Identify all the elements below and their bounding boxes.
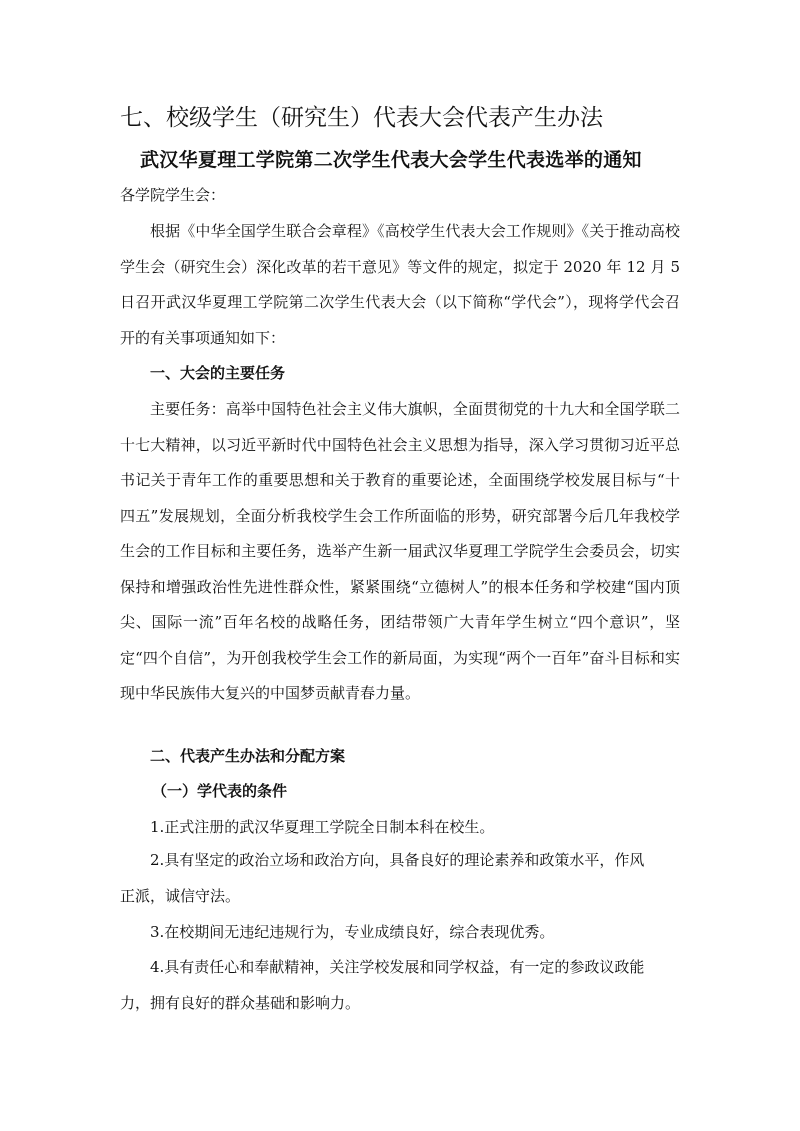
condition-item-4-line-1: 4.具有责任心和奉献精神，关注学校发展和同学权益，有一定的参政议政能	[150, 958, 645, 976]
condition-item-1: 1.正式注册的武汉华夏理工学院全日制本科在校生。	[150, 818, 495, 836]
intro-paragraph: 根据《中华全国学生联合会章程》《高校学生代表大会工作规则》《关于推动高校学生会（研究生会）深化改革的若干意见》等文件的规定，拟定于 2020 年 12 月 5 日召开武汉华夏理工学院第二次学生代表大会（以下简称“学代会”），现将学代会召开的有关事项通知如下：	[120, 222, 680, 347]
subsection-1-title: （一）学代表的条件	[152, 782, 288, 800]
section-2-title: 二、代表产生办法和分配方案	[150, 747, 346, 765]
section-heading: 七、校级学生（研究生）代表大会代表产生办法	[120, 105, 603, 131]
salutation: 各学院学生会：	[120, 186, 226, 204]
condition-item-2-line-1: 2.具有坚定的政治立场和政治方向，具备良好的理论素养和政策水平，作风	[150, 851, 645, 869]
notice-title: 武汉华夏理工学院第二次学生代表大会学生代表选举的通知	[140, 149, 642, 171]
section-1-title: 一、大会的主要任务	[150, 364, 286, 382]
section-1-body: 主要任务：高举中国特色社会主义伟大旗帜，全面贯彻党的十九大和全国学联二十七大精神，以习近平新时代中国特色社会主义思想为指导，深入学习贯彻习近平总书记关于青年工作的重要思想和关于教育的重要论述，全面围绕学校发展目标与“十四五”发展规划，全面分析我校学生会工作所面临的形势，研究部署今后几年我校学生会的工作目标和主要任务，选举产生新一届武汉华夏理工学院学生会委员会，切实保持和增强政治性先进性群众性，紧紧围绕“立德树人”的根本任务和学校建“国内顶尖、国际一流”百年名校的战略任务，团结带领广大青年学生树立“四个意识”，坚定“四个自信”，为开创我校学生会工作的新局面，为实现“两个一百年”奋斗目标和实现中华民族伟大复兴的中国梦贡献青春力量。	[120, 400, 680, 702]
condition-item-2-line-2: 正派，诚信守法。	[120, 887, 241, 905]
condition-item-4-line-2: 力，拥有良好的群众基础和影响力。	[120, 994, 361, 1012]
condition-item-3: 3.在校期间无违纪违规行为，专业成绩良好，综合表现优秀。	[150, 923, 555, 941]
